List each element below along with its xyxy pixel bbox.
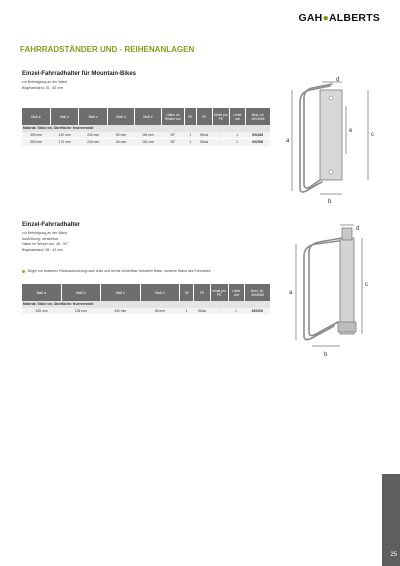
product-2-desc-line: zur Befestigung an der Wand — [22, 231, 68, 235]
dim-label-b: b — [324, 352, 328, 358]
table-cell: 60 mm — [108, 139, 135, 147]
table-header: Maß e — [135, 108, 162, 125]
dim-label-d: d — [356, 226, 360, 232]
table-cell: 45° — [162, 139, 185, 147]
table-header: VE — [180, 284, 194, 301]
product-2-image — [284, 222, 380, 362]
table-cell: 240 mm — [79, 139, 108, 147]
table-cell: 140 mm — [50, 132, 79, 139]
table-cell: 1 — [180, 308, 194, 315]
table-header: Inhalt pro PE — [212, 108, 230, 125]
material-text: Material: Stahl roh, Oberfläche: feuerverzinkt — [22, 301, 270, 308]
dim-label-c: c — [371, 132, 374, 138]
table-cell: - — [212, 139, 230, 147]
brand-logo — [299, 12, 380, 24]
dim-label-c: c — [365, 282, 368, 288]
table-cell: 161 mm — [135, 139, 162, 147]
product-1-table — [22, 108, 270, 147]
brand-separator-dot: ● — [322, 12, 330, 24]
product-2-desc-line: Bügelabstand: 28 - 42 mm — [22, 247, 64, 252]
table-header: Maß a — [22, 108, 50, 125]
table-cell: L — [230, 132, 246, 139]
table-cell: 38 mm — [140, 308, 180, 315]
product-1-image — [282, 76, 382, 206]
dim-label-e: e — [349, 128, 353, 134]
section-title: FAHRRADSTÄNDER UND - REIHENANLAGEN — [20, 45, 195, 54]
table-header: Maß b — [61, 284, 101, 301]
table-cell: 60 mm — [108, 132, 135, 139]
table-header: Maß d — [140, 284, 180, 301]
dim-label-a: a — [286, 138, 290, 144]
table-header: Best.-Nr. 4004558 — [245, 108, 270, 125]
dim-label-d: d — [336, 77, 340, 83]
table-header: Maß a — [22, 284, 61, 301]
table-header: PE — [196, 108, 212, 125]
article-number: 692506 — [245, 139, 270, 147]
product-2-note — [22, 269, 210, 273]
product-2-title: Einzel-Fahrradhalter — [22, 222, 81, 228]
table-cell: 350 mm — [22, 139, 50, 147]
table-cell: L — [230, 139, 246, 147]
table-cell: 161 mm — [135, 132, 162, 139]
article-number: 692308 — [245, 308, 270, 315]
article-number: 692483 — [245, 132, 270, 139]
table-header: Halter im Winkel von — [162, 108, 185, 125]
product-2-desc — [22, 231, 69, 253]
table-header: Maß b — [50, 108, 79, 125]
table-cell: 340 mm — [101, 308, 141, 315]
table-cell: Stück — [196, 132, 212, 139]
table-row — [22, 139, 270, 147]
product-2-table — [22, 284, 270, 315]
product-1-desc-line: Bügelabstand: 25 - 53 mm — [22, 85, 64, 90]
table-cell: 135 mm — [61, 308, 101, 315]
page-sidebar-tab — [382, 474, 400, 566]
table-header: Best.-Nr. 4004558 — [245, 284, 270, 301]
material-text: Material: Stahl roh, Oberfläche: feuerverzinkt — [22, 125, 270, 132]
dim-label-a: a — [289, 290, 293, 296]
table-cell: 330 mm — [22, 308, 61, 315]
table-header: PE — [194, 284, 210, 301]
product-2-desc-line: Halter im Winkel von: 45 - 90 ° — [22, 242, 70, 246]
product-1-title: Einzel-Fahrradhalter für Mountain-Bikes — [22, 71, 137, 77]
table-cell: 350 mm — [22, 132, 50, 139]
table-cell: - — [210, 308, 228, 315]
product-1-desc — [22, 80, 67, 91]
page-number: 25 — [390, 552, 397, 558]
table-header: Maß d — [108, 108, 135, 125]
product-1-desc-line: zur Befestigung an der Wand — [22, 80, 68, 84]
table-header: Liefer zeit — [230, 108, 246, 125]
table-header: Inhalt pro PE — [210, 284, 228, 301]
table-header: VE — [184, 108, 196, 125]
table-row — [22, 308, 270, 315]
table-header-row — [22, 108, 270, 125]
brand-left: GAH — [298, 12, 323, 24]
product-2-note-text: Bügel zur besseren Raumausnutzung nach links und rechts verstellbar, trotzdem fester, sicherer Stand des Fahrrades — [28, 269, 211, 273]
table-header-row — [22, 284, 270, 301]
table-header: Maß c — [101, 284, 141, 301]
bullet-icon — [22, 270, 25, 273]
table-header: Liefer zeit — [228, 284, 244, 301]
brand-right: ALBERTS — [329, 12, 380, 24]
dim-label-b: b — [328, 199, 332, 205]
table-cell: L — [228, 308, 244, 315]
table-cell: 240 mm — [79, 132, 108, 139]
table-cell: 1 — [184, 132, 196, 139]
table-cell: 90° — [162, 132, 185, 139]
table-cell: Stück — [194, 308, 210, 315]
table-cell: - — [212, 132, 230, 139]
table-cell: 170 mm — [50, 139, 79, 147]
table-header: Maß c — [79, 108, 108, 125]
table-row — [22, 132, 270, 139]
table-cell: Stück — [196, 139, 212, 147]
table-cell: 1 — [184, 139, 196, 147]
product-2-desc-line: Ausführung: verstellbar — [22, 236, 58, 241]
